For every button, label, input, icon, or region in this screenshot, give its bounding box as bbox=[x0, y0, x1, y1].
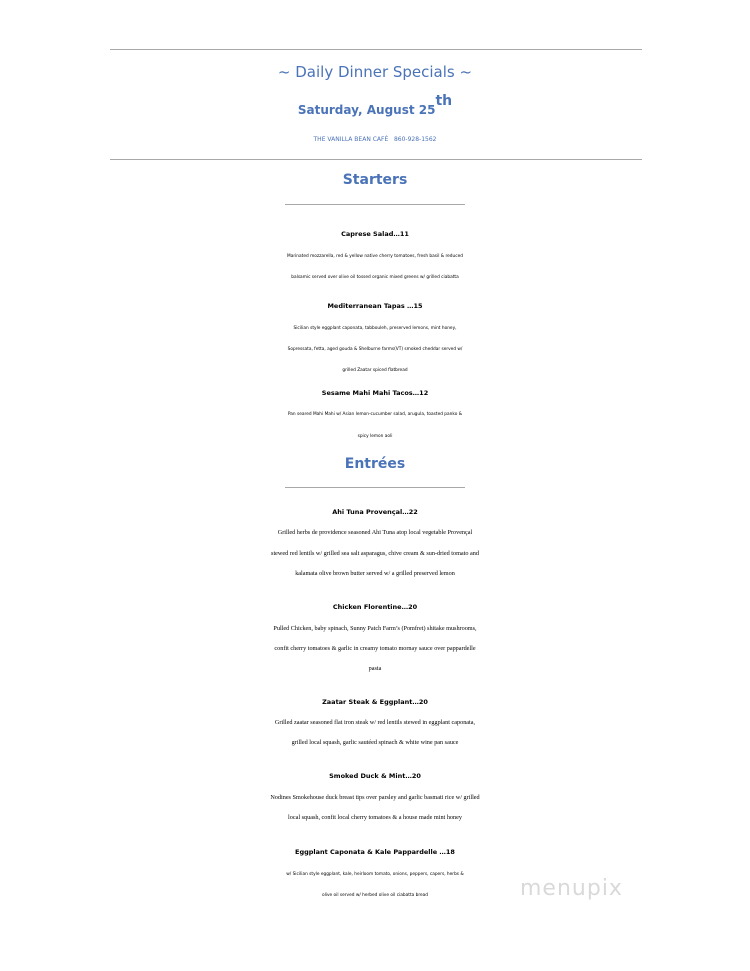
header-bottom-rule bbox=[110, 159, 642, 160]
menu-item-description: grilled Zaatar spiced flatbread bbox=[342, 368, 408, 373]
menu-item-description: Grilled zaatar seasoned flat iron steak w/ red lentils stewed in eggplant caponata, bbox=[274, 719, 476, 726]
menu-item-description: w/ Sicilian style eggplant, kale, heirloom tomato, onions, peppers, capers, herbs & bbox=[286, 872, 464, 877]
menu-item-description: grilled local squash, garlic sautéed spinach & white wine pan sauce bbox=[291, 739, 459, 746]
menu-item-name: Eggplant Caponata & Kale Pappardelle …18 bbox=[295, 848, 455, 856]
menu-item-description: Sopressata, fetta, aged gouda & Shelburne farms(VT) smoked cheddar served w/ bbox=[287, 347, 463, 352]
menu-item-name: Smoked Duck & Mint…20 bbox=[329, 772, 421, 780]
menu-item-description: confit cherry tomatoes & garlic in creamy tomato mornay sauce over pappardelle bbox=[274, 645, 476, 652]
menu-item-description: local squash, confit local cherry tomatoes & a house made mint honey bbox=[288, 814, 462, 821]
section-title-entrees: Entrées bbox=[344, 456, 406, 472]
menu-item-description: Pan seared Mahi Mahi w/ Asian lemon-cucumber salad, arugula, toasted panko & bbox=[287, 412, 463, 417]
entrees-rule bbox=[285, 487, 465, 488]
menu-item-description: pasta bbox=[368, 665, 382, 672]
menu-item-description: balsamic served over olive oil tossed organic mixed greens w/ grilled ciabatta bbox=[291, 275, 459, 280]
menu-item-description: kalamata olive brown butter served w/ a grilled preserved lemon bbox=[295, 570, 455, 577]
menu-item-description: stewed red lentils w/ grilled sea salt asparagus, chive cream & sun-dried tomato and bbox=[271, 550, 479, 557]
page-title: ~ Daily Dinner Specials ~ bbox=[277, 63, 473, 81]
date-suffix: th bbox=[435, 93, 453, 109]
top-rule bbox=[110, 49, 642, 50]
menu-item-name: Chicken Florentine…20 bbox=[332, 603, 418, 611]
menu-item-description: Marinated mozzarella, red & yellow native cherry tomatoes, fresh basil & reduced bbox=[287, 254, 463, 259]
menu-date bbox=[0, 94, 750, 126]
menu-item-description: Grilled herbs de providence seasoned Ahi Tuna atop local vegetable Provençal bbox=[277, 529, 473, 536]
menu-item-description: Nodines Smokehouse duck breast tips over parsley and garlic basmati rice w/ grilled bbox=[270, 794, 480, 801]
menu-item-name: Zaatar Steak & Eggplant…20 bbox=[322, 698, 428, 706]
menu-item-name: Caprese Salad…11 bbox=[341, 230, 409, 238]
date-text: Saturday, August 25 bbox=[297, 103, 436, 117]
section-title-starters: Starters bbox=[342, 172, 408, 188]
watermark: menupix bbox=[520, 876, 623, 901]
menu-item-name: Ahi Tuna Provençal…22 bbox=[332, 508, 418, 516]
menu-item-description: Pulled Chicken, baby spinach, Sunny Patch Farm’s (Pomfret) shitake mushrooms, bbox=[273, 625, 477, 632]
menu-item-description: spicy lemon aoli bbox=[357, 434, 393, 439]
menu-item-name: Mediterranean Tapas …15 bbox=[327, 302, 423, 310]
menu-item-description: olive oil served w/ herbed olive oil ciabatta bread bbox=[321, 893, 429, 898]
menu-item-description: Sicilian style eggplant caponata, tabbouleh, preserved lemons, mint honey, bbox=[293, 326, 457, 331]
starters-rule bbox=[285, 204, 465, 205]
menu-item-name: Sesame Mahi Mahi Tacos…12 bbox=[321, 389, 429, 397]
cafe-name-phone: THE VANILLA BEAN CAFÉ 860-928-1562 bbox=[313, 136, 437, 143]
